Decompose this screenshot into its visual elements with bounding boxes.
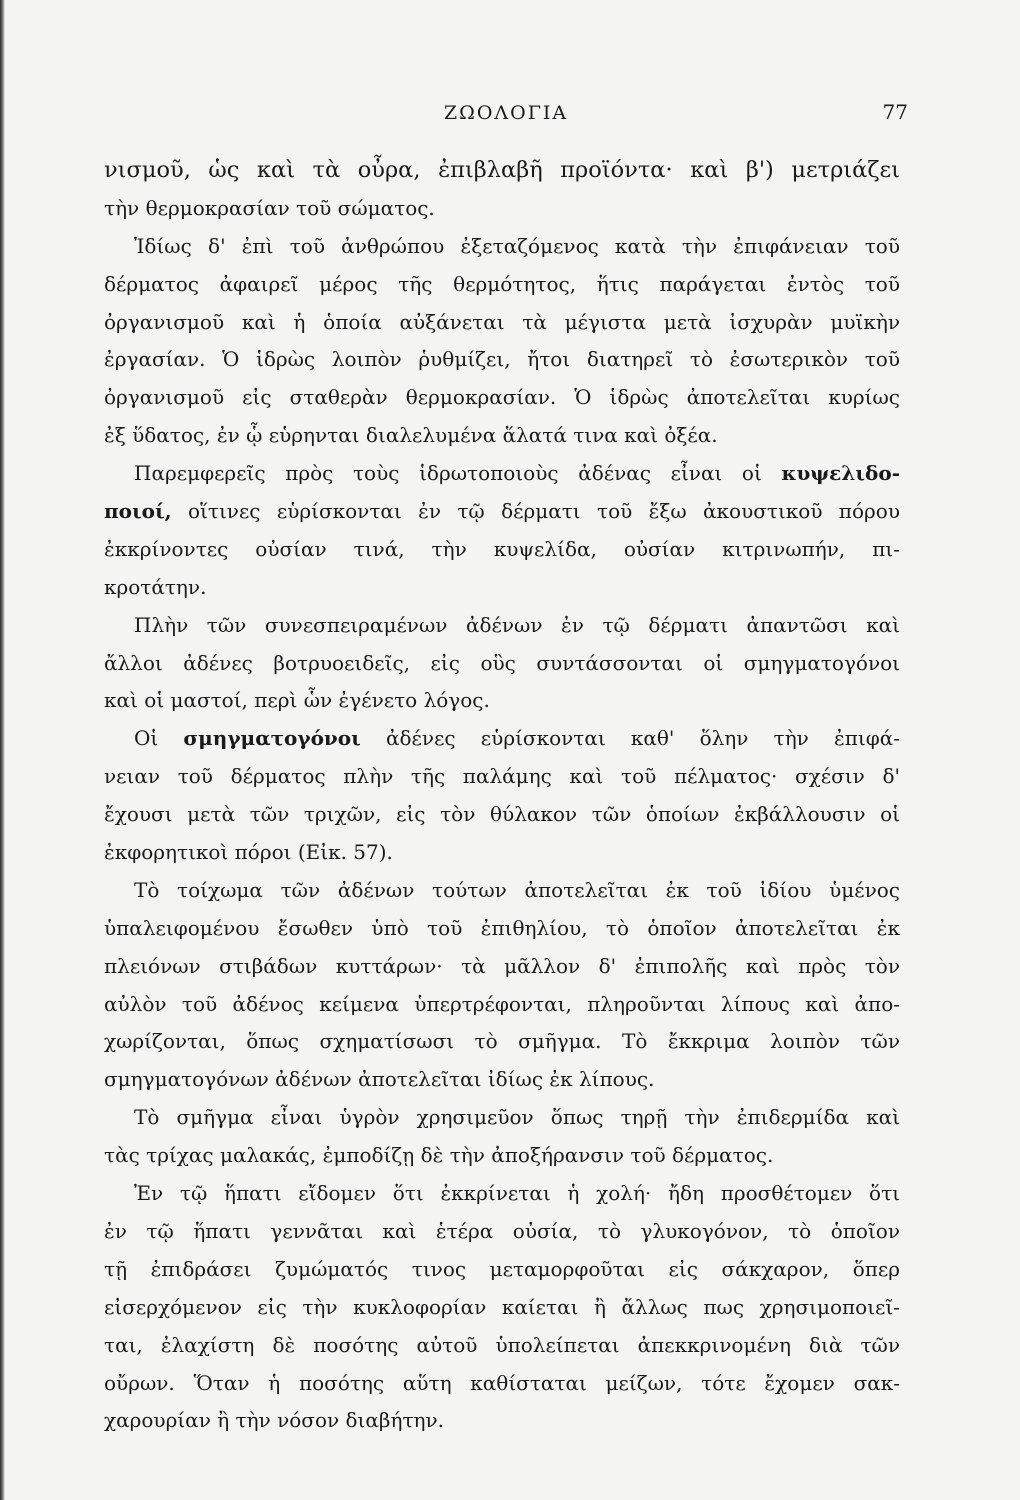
text-line: χωρίζονται, ὅπως σχηματίσωσι τὸ σμῆγμα. Τὸ ἔκκριμα λοιπὸν τῶν — [104, 1029, 900, 1054]
text-line: ἐκφορητικοὶ πόροι (Εἰκ. 57). — [104, 840, 393, 865]
text-line: ὀργανισμοῦ εἰς σταθερὰν θερμοκρασίαν. Ὁ ἱδρὼς ἀποτελεῖται κυρίως — [104, 385, 900, 410]
text-line: αὐλὸν τοῦ ἀδένος κείμενα ὑπερτρέφονται, πληροῦνται λίπους καὶ ἀπο- — [104, 991, 900, 1016]
text-segment: ἀδένες εὑρίσκονται καθ' ὅλην τὴν ἐπιφά- — [360, 726, 900, 751]
text-line: ἔχουσι μετὰ τῶν τριχῶν, εἰς τὸν θύλακον τῶν ὁποίων ἐκβάλλουσιν οἱ — [104, 802, 900, 827]
text-line: Τὸ τοίχωμα τῶν ἀδένων τούτων ἀποτελεῖται ἐκ τοῦ ἰδίου ὑμένος — [134, 877, 900, 902]
text-segment: οἵτινες εὑρίσκονται ἐν τῷ δέρματι τοῦ ἔξω ἀκουστικοῦ πόρου — [171, 499, 900, 524]
text-line: χαρουρίαν ἢ τὴν νόσον διαβήτην. — [104, 1408, 445, 1433]
text-line: καὶ οἱ μαστοί, περὶ ὧν ἐγένετο λόγος. — [104, 688, 490, 713]
bold-term: σμηγματογόνοι — [183, 726, 361, 751]
text-line: νισμοῦ, ὡς καὶ τὰ οὖρα, ἐπιβλαβῆ προϊόντα· καὶ β') μετριάζει — [104, 157, 900, 183]
text-line: οὔρων. Ὅταν ἡ ποσότης αὕτη καθίσταται μείζων, τότε ἔχομεν σακ- — [104, 1370, 900, 1395]
text-line: σμηγματογόνων ἀδένων ἀποτελεῖται ἰδίως ἐκ λίπους. — [104, 1067, 655, 1092]
text-line — [104, 720, 900, 758]
text-line: ἐκκρίνοντες οὐσίαν τινά, τὴν κυψελίδα, οὐσίαν κιτρινωπήν, πι- — [104, 536, 900, 561]
text-line: ἐξ ὕδατος, ἐν ᾧ εὑρηνται διαλελυμένα ἅλατά τινα καὶ ὀξέα. — [104, 423, 718, 448]
text-line: ἄλλοι ἀδένες βοτρυοειδεῖς, εἰς οὓς συντάσσονται οἱ σμηγματογόνοι — [104, 650, 900, 675]
body-text — [104, 152, 900, 1440]
text-line: ἐν τῷ ἥπατι γεννᾶται καὶ ἑτέρα οὐσία, τὸ γλυκογόνον, τὸ ὁποῖον — [104, 1218, 900, 1243]
bold-term: ποιοί, — [104, 499, 172, 524]
text-line — [104, 455, 900, 493]
running-title: ΖΩΟΛΟΓΙΑ — [443, 102, 569, 124]
text-line: Ἰδίως δ' ἐπὶ τοῦ ἀνθρώπου ἐξεταζόμενος κατὰ τὴν ἐπιφάνειαν τοῦ — [134, 233, 900, 258]
text-segment: Παρεμφερεῖς πρὸς τοὺς ἱδρωτοποιοὺς ἀδένας εἶναι οἱ — [134, 461, 782, 486]
text-line: πλειόνων στιβάδων κυττάρων· τὰ μᾶλλον δ' ἐπιπολῆς καὶ πρὸς τὸν — [104, 953, 900, 978]
text-line: νειαν τοῦ δέρματος πλὴν τῆς παλάμης καὶ τοῦ πέλματος· σχέσιν δ' — [104, 764, 900, 789]
page-scan-edge — [0, 0, 5, 1500]
page-number: 77 — [882, 100, 908, 124]
page-header — [104, 98, 908, 128]
text-line: Ἐν τῷ ἥπατι εἴδομεν ὅτι ἐκκρίνεται ἡ χολή· ἤδη προσθέτομεν ὅτι — [134, 1181, 900, 1206]
text-line: τῇ ἐπιδράσει ζυμώματός τινος μεταμορφοῦται εἰς σάκχαρον, ὅπερ — [104, 1256, 900, 1281]
text-line: τὰς τρίχας μαλακάς, ἐμποδίζῃ δὲ τὴν ἀποξήρανσιν τοῦ δέρματος. — [104, 1143, 774, 1168]
text-line: τὴν θερμοκρασίαν τοῦ σώματος. — [104, 195, 435, 220]
text-segment: Οἱ — [134, 726, 184, 751]
text-line: ἐργασίαν. Ὁ ἱδρὼς λοιπὸν ῥυθμίζει, ἤτοι διατηρεῖ τὸ ἐσωτερικὸν τοῦ — [104, 347, 900, 372]
text-line: ὀργανισμοῦ καὶ ἡ ὁποία αὐξάνεται τὰ μέγιστα μετὰ ἰσχυρὰν μυϊκὴν — [104, 309, 900, 334]
text-line: δέρματος ἀφαιρεῖ μέρος τῆς θερμότητος, ἥτις παράγεται ἐντὸς τοῦ — [104, 271, 900, 296]
text-line — [104, 493, 900, 531]
text-line: Πλὴν τῶν συνεσπειραμένων ἀδένων ἐν τῷ δέρματι ἀπαντῶσι καὶ — [134, 612, 900, 637]
text-line: Τὸ σμῆγμα εἶναι ὑγρὸν χρησιμεῦον ὅπως τηρῇ τὴν ἐπιδερμίδα καὶ — [134, 1105, 900, 1130]
bold-term: κυψελιδο- — [781, 461, 900, 486]
text-line: εἰσερχόμενον εἰς τὴν κυκλοφορίαν καίεται ἢ ἄλλως πως χρησιμοποιεῖ- — [104, 1294, 900, 1319]
text-line: ται, ἐλαχίστη δὲ ποσότης αὐτοῦ ὑπολείπεται ἀπεκκρινομένη διὰ τῶν — [104, 1332, 900, 1357]
text-line: κροτάτην. — [104, 574, 207, 599]
text-line: ὑπαλειφομένου ἔσωθεν ὑπὸ τοῦ ἐπιθηλίου, τὸ ὁποῖον ἀποτελεῖται ἐκ — [104, 915, 900, 940]
